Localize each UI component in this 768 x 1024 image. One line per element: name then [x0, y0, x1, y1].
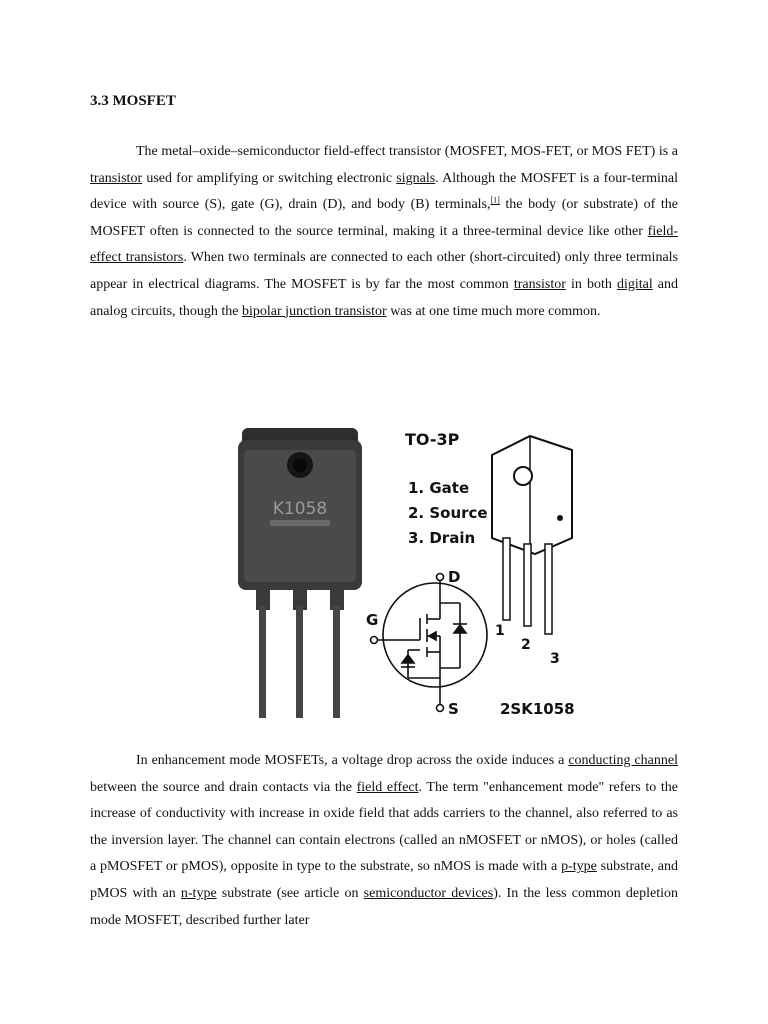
part-number-label: 2SK1058 [500, 700, 575, 718]
text-run: . When two terminals are connected to each other (short-circuited) only three terminals appear in electrical diagrams. The MOSFET is by far the most common [90, 250, 679, 292]
mosfet-symbol [371, 574, 488, 712]
link-transistor-2[interactable]: transistor [513, 276, 566, 292]
terminal-label-d: D [448, 568, 461, 586]
citation-ref[interactable]: [1] [490, 195, 500, 205]
body-marking: K1058 [272, 499, 328, 519]
link-p-type[interactable]: p-type [561, 859, 597, 875]
section-heading: 3.3 MOSFET [90, 93, 176, 109]
package-label: TO-3P [405, 430, 460, 449]
link-n-type[interactable]: n-type [180, 885, 217, 901]
text-run: . Although the MOSFET is a four-terminal device with source (S), gate (G), drain (D), and body (B) terminals, [90, 170, 678, 213]
text-run: The metal–oxide–semiconductor field-effect transistor (MOSFET, MOS-FET, or MOS FET) is a [136, 144, 678, 159]
pin-number: 2 [521, 637, 531, 653]
link-conducting-channel[interactable]: conducting channel [568, 753, 678, 768]
text-run: ). In the less common depletion mode MOSFET, described further later [90, 885, 678, 928]
link-transistor[interactable]: transistor [90, 170, 143, 186]
terminal-label-s: S [448, 700, 459, 718]
text-run: In enhancement mode MOSFETs, a voltage drop across the oxide induces a [136, 753, 569, 768]
paragraph-enhancement-mode [90, 748, 678, 934]
link-semiconductor-devices[interactable]: semiconductor devices [363, 885, 494, 901]
link-field-effect[interactable]: field effect [356, 779, 419, 795]
mosfet-illustration [230, 420, 590, 720]
pin-label-source: 2. Source [408, 504, 488, 522]
transistor-photo [238, 428, 362, 718]
text-run: between the source and drain contacts via the [90, 779, 357, 795]
pin-number: 1 [495, 623, 505, 639]
pin-number: 3 [550, 651, 560, 667]
text-run: and analog circuits, though the [90, 276, 679, 319]
text-run: . The term "enhancement mode" refers to the increase of conductivity with increase in oxide field that adds carriers to the channel, also referred to as the inversion layer. The channel can contain electrons (called an nMOSFET or nMOS), or holes (called a pMOSFET or pMOS), opposite in type to the substrate, so nMOS is made with a [90, 779, 679, 875]
text-run: substrate, and pMOS with an [90, 859, 679, 901]
link-signals[interactable]: signals [396, 170, 436, 186]
link-field-effect-transistors[interactable]: field-effect transistors [90, 223, 678, 266]
link-bipolar-junction-transistor[interactable]: bipolar junction transistor [242, 303, 387, 319]
text-run: used for amplifying or switching electronic [142, 170, 397, 186]
paragraph-intro [90, 139, 678, 325]
text-run: was at one time much more common. [386, 303, 601, 319]
package-drawing [492, 436, 572, 634]
text-run: in both [565, 276, 617, 292]
terminal-label-g: G [366, 611, 379, 629]
link-digital[interactable]: digital [616, 276, 653, 292]
mosfet-figure [230, 420, 590, 720]
text-run: the body (or substrate) of the MOSFET often is connected to the source terminal, making it a three-terminal device like other [90, 197, 678, 239]
pin-label-drain: 3. Drain [408, 529, 476, 547]
text-run: substrate (see article on [216, 885, 364, 901]
pin-label-gate: 1. Gate [408, 479, 470, 497]
